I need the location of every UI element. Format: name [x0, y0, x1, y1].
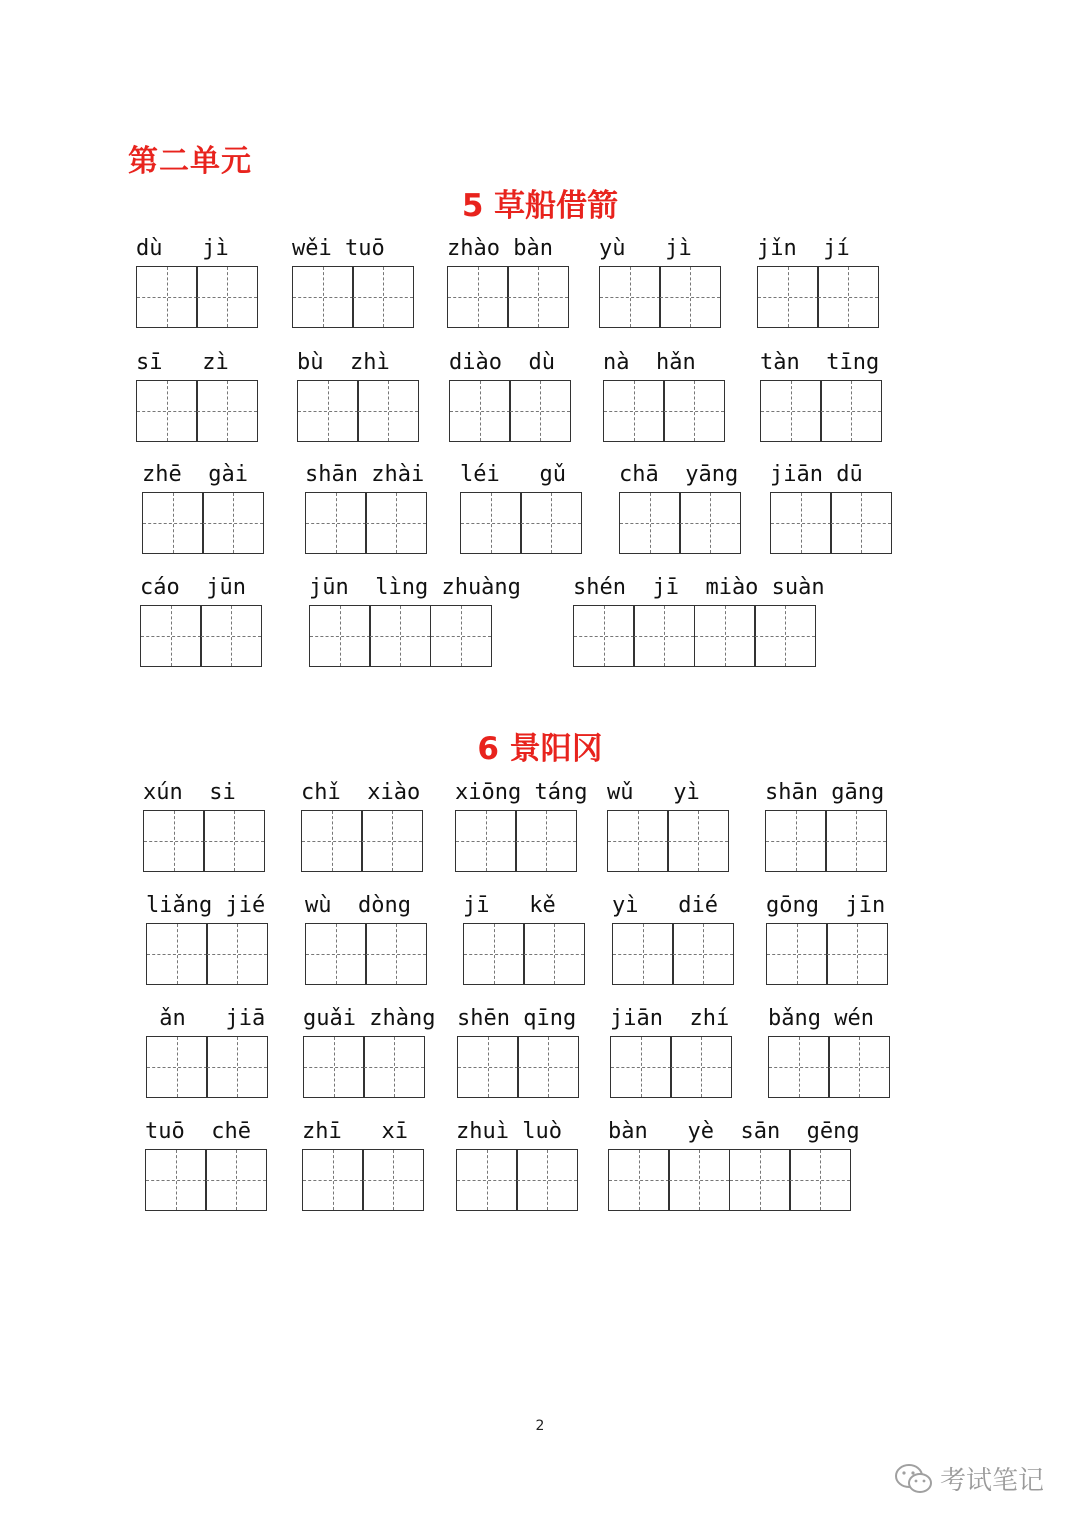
tianzige-cell[interactable]	[610, 1036, 672, 1098]
pinyin-label: zhē gài	[142, 462, 248, 487]
pinyin-label: wěi tuō	[292, 236, 385, 261]
tianzige-cell[interactable]	[672, 923, 734, 985]
tianzige-cell[interactable]	[668, 1149, 730, 1211]
tianzige-cell[interactable]	[309, 605, 371, 667]
tianzige-cell[interactable]	[206, 1036, 268, 1098]
tianzige-cell[interactable]	[363, 1036, 425, 1098]
tianzige-cell[interactable]	[603, 380, 665, 442]
tianzige-cell[interactable]	[460, 492, 522, 554]
writing-grid	[140, 605, 261, 667]
tianzige-cell[interactable]	[608, 1149, 670, 1211]
tianzige-cell[interactable]	[599, 266, 661, 328]
writing-grid	[145, 1149, 266, 1211]
pinyin-label: chǐ xiào	[301, 780, 421, 805]
pinyin-label: liǎng jié	[146, 893, 266, 918]
writing-grid	[143, 810, 264, 872]
tianzige-cell[interactable]	[146, 1036, 208, 1098]
tianzige-cell[interactable]	[146, 923, 208, 985]
pinyin-label: shān zhài	[305, 462, 425, 487]
pinyin-label: jiān zhí	[610, 1006, 730, 1031]
writing-grid	[619, 492, 740, 554]
tianzige-cell[interactable]	[607, 810, 669, 872]
pinyin-label: bù zhì	[297, 350, 390, 375]
tianzige-cell[interactable]	[145, 1149, 207, 1211]
tianzige-cell[interactable]	[365, 492, 427, 554]
writing-grid	[146, 1036, 267, 1098]
writing-grid	[610, 1036, 731, 1098]
tianzige-cell[interactable]	[633, 605, 695, 667]
writing-grid	[305, 492, 426, 554]
tianzige-cell[interactable]	[515, 810, 577, 872]
tianzige-cell[interactable]	[694, 605, 756, 667]
tianzige-cell[interactable]	[663, 380, 725, 442]
writing-grid	[770, 492, 891, 554]
wechat-icon	[894, 1462, 934, 1496]
tianzige-cell[interactable]	[205, 1149, 267, 1211]
tianzige-cell[interactable]	[757, 266, 819, 328]
tianzige-cell[interactable]	[301, 810, 363, 872]
writing-grid	[760, 380, 881, 442]
tianzige-cell[interactable]	[729, 1149, 791, 1211]
writing-grid	[456, 1149, 577, 1211]
writing-grid	[457, 1036, 578, 1098]
tianzige-cell[interactable]	[766, 923, 828, 985]
writing-grid	[136, 266, 257, 328]
tianzige-cell[interactable]	[455, 810, 517, 872]
tianzige-cell[interactable]	[679, 492, 741, 554]
pinyin-label: guǎi zhàng	[303, 1006, 436, 1031]
tianzige-cell[interactable]	[196, 266, 258, 328]
watermark	[894, 1460, 1044, 1497]
tianzige-cell[interactable]	[430, 605, 492, 667]
writing-grid	[292, 266, 413, 328]
tianzige-cell[interactable]	[509, 380, 571, 442]
pinyin-label: bàn yè sān gēng	[608, 1119, 860, 1144]
tianzige-cell[interactable]	[826, 923, 888, 985]
tianzige-cell[interactable]	[828, 1036, 890, 1098]
tianzige-cell[interactable]	[667, 810, 729, 872]
tianzige-cell[interactable]	[206, 923, 268, 985]
writing-grid	[612, 923, 733, 985]
tianzige-cell[interactable]	[143, 810, 205, 872]
pinyin-label: sī zì	[136, 350, 229, 375]
tianzige-cell[interactable]	[362, 1149, 424, 1211]
tianzige-cell[interactable]	[619, 492, 681, 554]
tianzige-cell[interactable]	[768, 1036, 830, 1098]
pinyin-label: tàn tīng	[760, 350, 880, 375]
writing-grid	[303, 1036, 424, 1098]
tianzige-cell[interactable]	[302, 1149, 364, 1211]
tianzige-cell[interactable]	[297, 380, 359, 442]
pinyin-label: jiān dū	[770, 462, 863, 487]
tianzige-cell[interactable]	[202, 492, 264, 554]
pinyin-label: xún si	[143, 780, 236, 805]
pinyin-label: wù dòng	[305, 893, 411, 918]
tianzige-cell[interactable]	[305, 923, 367, 985]
writing-grid	[449, 380, 570, 442]
pinyin-label: bǎng wén	[768, 1006, 874, 1031]
writing-grid	[463, 923, 584, 985]
tianzige-cell[interactable]	[670, 1036, 732, 1098]
pinyin-label: yù jì	[599, 236, 692, 261]
tianzige-cell[interactable]	[520, 492, 582, 554]
tianzige-cell[interactable]	[136, 266, 198, 328]
writing-grid	[757, 266, 878, 328]
tianzige-cell[interactable]	[659, 266, 721, 328]
pinyin-label: jǐn jí	[757, 236, 850, 261]
watermark-text: 考试笔记	[939, 1466, 1044, 1496]
writing-grid	[599, 266, 720, 328]
tianzige-cell[interactable]	[303, 1036, 365, 1098]
lesson-title: 5 草船借箭	[461, 188, 619, 224]
writing-grid	[608, 1149, 850, 1211]
pinyin-label: tuō chē	[145, 1119, 251, 1144]
pinyin-label: gōng jīn	[766, 893, 886, 918]
tianzige-cell[interactable]	[196, 380, 258, 442]
writing-grid	[765, 810, 886, 872]
tianzige-cell[interactable]	[352, 266, 414, 328]
pinyin-label: yì dié	[612, 893, 718, 918]
tianzige-cell[interactable]	[357, 380, 419, 442]
tianzige-cell[interactable]	[523, 923, 585, 985]
vocab-row	[0, 575, 1080, 695]
pinyin-label: shén jī miào suàn	[573, 575, 825, 600]
pinyin-label: cáo jūn	[140, 575, 246, 600]
tianzige-cell[interactable]	[830, 492, 892, 554]
pinyin-label: shān gāng	[765, 780, 885, 805]
pinyin-label: jūn lìng zhuàng	[309, 575, 521, 600]
tianzige-cell[interactable]	[369, 605, 431, 667]
writing-grid	[136, 380, 257, 442]
writing-grid	[309, 605, 490, 667]
tianzige-cell[interactable]	[365, 923, 427, 985]
vocab-row	[0, 462, 1080, 582]
writing-grid	[766, 923, 887, 985]
tianzige-cell[interactable]	[754, 605, 816, 667]
tianzige-cell[interactable]	[817, 266, 879, 328]
tianzige-cell[interactable]	[789, 1149, 851, 1211]
lesson-title: 6 景阳冈	[477, 731, 603, 767]
vocab-row	[0, 893, 1080, 1013]
pinyin-label: jī kě	[463, 893, 556, 918]
tianzige-cell[interactable]	[760, 380, 822, 442]
tianzige-cell[interactable]	[200, 605, 262, 667]
tianzige-cell[interactable]	[142, 492, 204, 554]
writing-grid	[447, 266, 568, 328]
pinyin-label: léi gǔ	[460, 462, 566, 487]
unit-title: 第二单元	[128, 144, 252, 179]
writing-grid	[302, 1149, 423, 1211]
pinyin-label: nà hǎn	[603, 350, 696, 375]
tianzige-cell[interactable]	[770, 492, 832, 554]
writing-grid	[603, 380, 724, 442]
tianzige-cell[interactable]	[765, 810, 827, 872]
tianzige-cell[interactable]	[136, 380, 198, 442]
writing-grid	[460, 492, 581, 554]
tianzige-cell[interactable]	[456, 1149, 518, 1211]
pinyin-label: wǔ yì	[607, 780, 700, 805]
vocab-row	[0, 1119, 1080, 1239]
tianzige-cell[interactable]	[463, 923, 525, 985]
tianzige-cell[interactable]	[517, 1036, 579, 1098]
writing-grid	[455, 810, 576, 872]
pinyin-label: diào dù	[449, 350, 555, 375]
tianzige-cell[interactable]	[573, 605, 635, 667]
tianzige-cell[interactable]	[361, 810, 423, 872]
pinyin-label: chā yāng	[619, 462, 739, 487]
writing-grid	[146, 923, 267, 985]
vocab-row	[0, 350, 1080, 470]
tianzige-cell[interactable]	[507, 266, 569, 328]
tianzige-cell[interactable]	[449, 380, 511, 442]
writing-grid	[301, 810, 422, 872]
pinyin-label: xiōng táng	[455, 780, 588, 805]
tianzige-cell[interactable]	[516, 1149, 578, 1211]
writing-grid	[768, 1036, 889, 1098]
tianzige-cell[interactable]	[292, 266, 354, 328]
page-number: 2	[535, 1418, 545, 1434]
tianzige-cell[interactable]	[305, 492, 367, 554]
vocab-row	[0, 780, 1080, 900]
tianzige-cell[interactable]	[825, 810, 887, 872]
tianzige-cell[interactable]	[203, 810, 265, 872]
writing-grid	[573, 605, 815, 667]
writing-grid	[607, 810, 728, 872]
pinyin-label: zhào bàn	[447, 236, 553, 261]
writing-grid	[305, 923, 426, 985]
pinyin-label: ǎn jiā	[146, 1006, 266, 1031]
tianzige-cell[interactable]	[140, 605, 202, 667]
tianzige-cell[interactable]	[612, 923, 674, 985]
pinyin-label: zhī xī	[302, 1119, 408, 1144]
tianzige-cell[interactable]	[457, 1036, 519, 1098]
writing-grid	[142, 492, 263, 554]
writing-grid	[297, 380, 418, 442]
pinyin-label: shēn qīng	[457, 1006, 577, 1031]
vocab-row	[0, 236, 1080, 356]
vocab-row	[0, 1006, 1080, 1126]
tianzige-cell[interactable]	[447, 266, 509, 328]
pinyin-label: dù jì	[136, 236, 229, 261]
tianzige-cell[interactable]	[820, 380, 882, 442]
pinyin-label: zhuì luò	[456, 1119, 562, 1144]
